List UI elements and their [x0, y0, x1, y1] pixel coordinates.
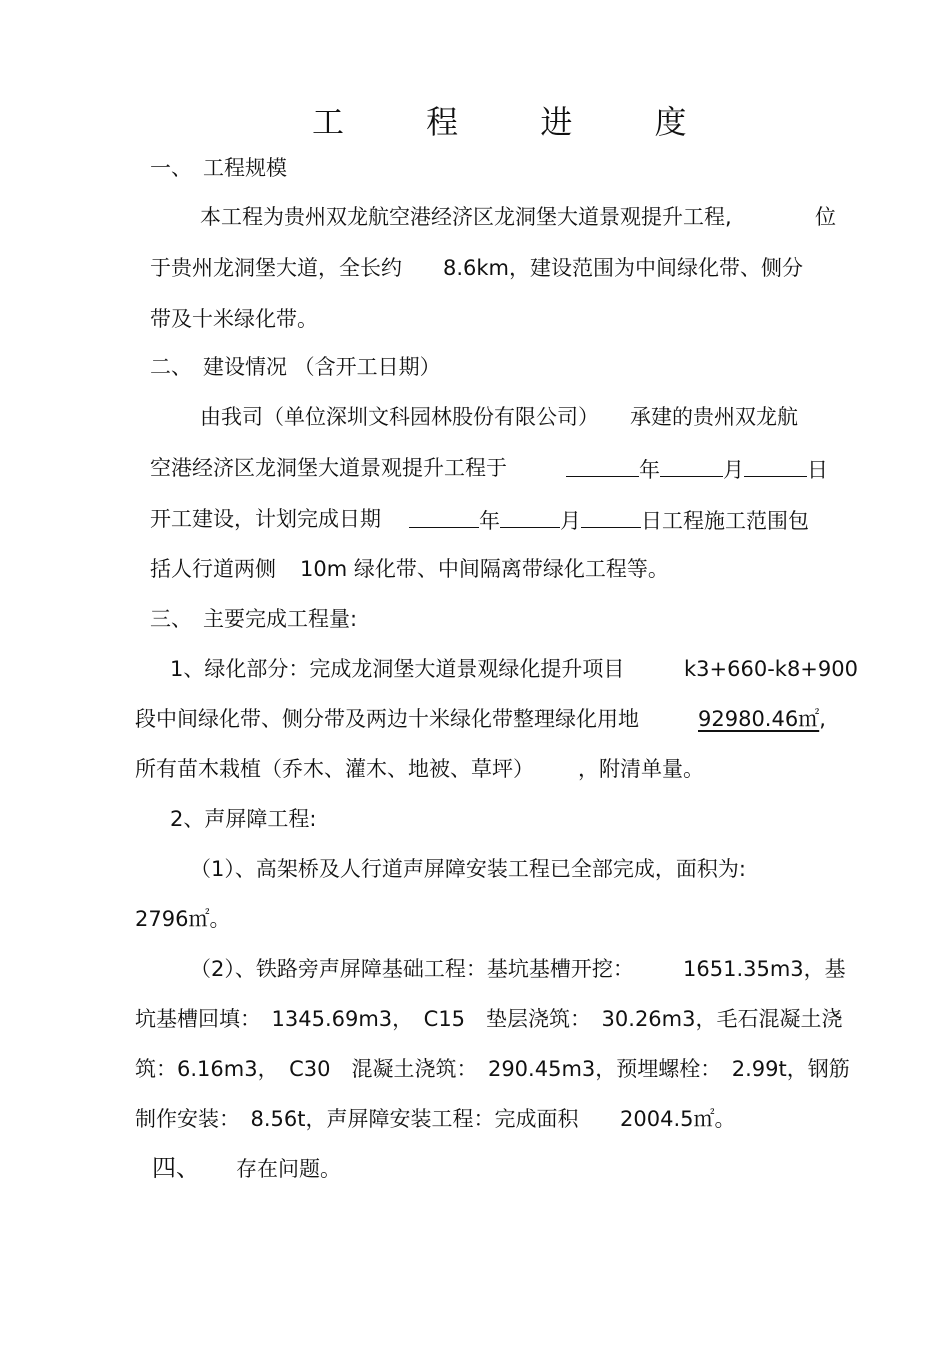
- p6-line4a: 制作安装： 8.56t，声屏障安装工程：完成面积: [135, 1107, 579, 1131]
- p1-line2a: 于贵州龙洞堡大道，全长约: [150, 256, 402, 280]
- greening-area-value: 92980.46㎡: [698, 707, 820, 731]
- greening-area-comma: ,: [819, 707, 826, 731]
- p2-line2a: 空港经济区龙洞堡大道景观提升工程于: [150, 456, 507, 480]
- p2-line3a: 开工建设，计划完成日期: [150, 507, 381, 531]
- section-2-number: 二、: [150, 355, 192, 379]
- start-month-blank: [660, 454, 723, 477]
- end-date-blanks: [409, 505, 809, 533]
- p6-line3: 筑：6.16m3， C30 混凝土浇筑： 290.45m3，预埋螺栓： 2.99t，钢筋: [135, 1057, 850, 1081]
- section-4-heading: 存在问题。: [236, 1157, 341, 1181]
- section-2-heading: 建设情况 （含开工日期）: [203, 355, 441, 379]
- p6-line1a: （2）、铁路旁声屏障基础工程：基坑基槽开挖：: [190, 957, 634, 981]
- section-1-number: 一、: [150, 156, 192, 180]
- start-day-blank: [744, 454, 807, 477]
- p3-line3: 所有苗木栽植（乔木、灌木、地被、草坪）: [135, 757, 534, 781]
- greening-area: [698, 705, 826, 733]
- p3-line1a: 1、绿化部分：完成龙洞堡大道景观绿化提升项目: [170, 657, 625, 681]
- end-year-label: 年: [479, 509, 500, 533]
- section-3-heading: 主要完成工程量:: [203, 607, 358, 631]
- p3-line1b: k3+660-k8+900: [684, 657, 858, 681]
- p2-line1a: 由我司（单位深圳文科园林股份有限公司）: [200, 405, 599, 429]
- start-date-blanks: [566, 454, 828, 482]
- p3-line2a: 段中间绿化带、侧分带及两边十米绿化带整理绿化用地: [135, 707, 639, 731]
- p6-line1b: 1651.35m3，基: [683, 957, 846, 981]
- p5-line1: （1）、高架桥及人行道声屏障安装工程已全部完成，面积为:: [190, 857, 746, 881]
- section-1-heading: 工程规模: [203, 156, 287, 180]
- p1-line3: 带及十米绿化带。: [150, 307, 318, 331]
- month-label: 月: [723, 458, 744, 482]
- p1-line2b: 8.6km，建设范围为中间绿化带、侧分: [443, 256, 804, 280]
- end-day-blank: [581, 505, 641, 528]
- p6-line2: 坑基槽回填： 1345.69m3， C15 垫层浇筑： 30.26m3，毛石混凝土浇: [135, 1007, 843, 1031]
- start-year-blank: [566, 454, 639, 477]
- section-3-number: 三、: [150, 607, 192, 631]
- section-4-number: 四、: [152, 1154, 200, 1182]
- end-month-label: 月: [560, 509, 581, 533]
- p1-line1: 本工程为贵州双龙航空港经济区龙洞堡大道景观提升工程,: [200, 205, 732, 229]
- p2-line4a: 括人行道两侧: [150, 557, 276, 581]
- p2-line3d: 日工程施工范围包: [641, 509, 809, 533]
- p1-line1-end: 位: [815, 205, 836, 229]
- end-month-blank: [500, 505, 560, 528]
- year-label: 年: [639, 458, 660, 482]
- day-label: 日: [807, 458, 828, 482]
- page-title: 工 程 进 度: [312, 103, 723, 141]
- p6-line4b: 2004.5㎡。: [620, 1107, 736, 1131]
- p4-heading: 2、声屏障工程:: [170, 807, 317, 831]
- p5-line2: 2796㎡。: [135, 907, 231, 931]
- p2-line1b: 承建的贵州双龙航: [630, 405, 798, 429]
- p2-line4b: 10m 绿化带、中间隔离带绿化工程等。: [300, 557, 669, 581]
- p3-line3b: ，附清单量。: [578, 757, 704, 781]
- end-year-blank: [409, 505, 479, 528]
